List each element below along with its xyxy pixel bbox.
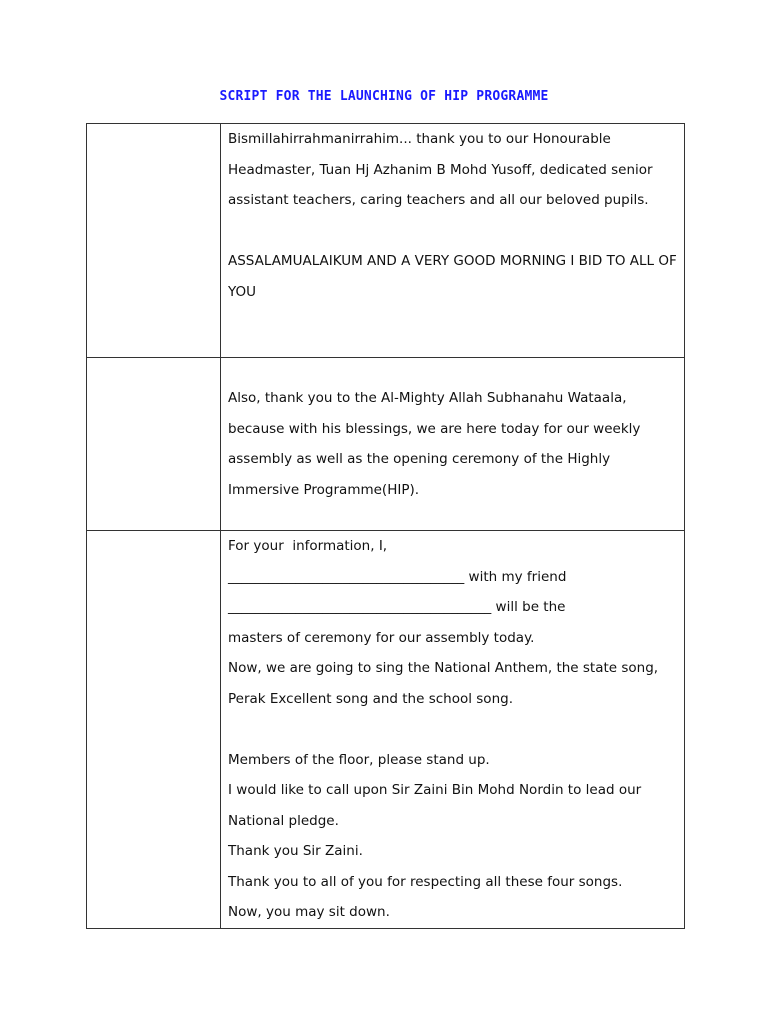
- script-row: [87, 124, 685, 358]
- speaker-cell: [87, 531, 221, 929]
- script-line: Members of the floor, please stand up.: [228, 751, 490, 768]
- speaker-cell: [87, 124, 221, 358]
- speaker-cell: [87, 358, 221, 531]
- script-paragraph: Also, thank you to the Al-Mighty Allah Subhanahu Wataala, because with his blessings, we are here today for our weekly assembly as well as the opening ceremony of the Highly Immersive Programme(HIP).: [228, 390, 645, 498]
- script-line: Now, you may sit down.: [228, 904, 390, 920]
- script-row: [87, 358, 685, 531]
- script-line: Thank you Sir Zaini.: [228, 843, 363, 859]
- document-title: SCRIPT FOR THE LAUNCHING OF HIP PROGRAMME: [219, 89, 549, 104]
- script-line: masters of ceremony for our assembly today.: [228, 629, 535, 646]
- script-line: I would like to call upon Sir Zaini Bin Mohd Nordin to lead our National pledge.: [228, 782, 646, 829]
- script-row: [87, 531, 685, 929]
- script-cell: [221, 358, 685, 531]
- blank-name-line: ___________________________________ with my friend: [228, 568, 567, 585]
- script-line: Thank you to all of you for respecting all these four songs.: [228, 873, 623, 890]
- script-line: Now, we are going to sing the National Anthem, the state song, Perak Excellent song and the school song.: [228, 660, 663, 707]
- script-paragraph: Bismillahirrahmanirrahim... thank you to our Honourable Headmaster, Tuan Hj Azhanim B Mohd Yusoff, dedicated senior assistant teachers, caring teachers and all our beloved pupils.: [228, 131, 657, 208]
- script-line: For your information, I,: [228, 538, 388, 554]
- script-cell: [221, 531, 685, 929]
- script-cell: [221, 124, 685, 358]
- blank-name-line: _______________________________________ will be the: [228, 599, 566, 615]
- script-table: [86, 123, 685, 929]
- script-paragraph: ASSALAMUALAIKUM AND A VERY GOOD MORNING I BID TO ALL OF YOU: [228, 253, 682, 300]
